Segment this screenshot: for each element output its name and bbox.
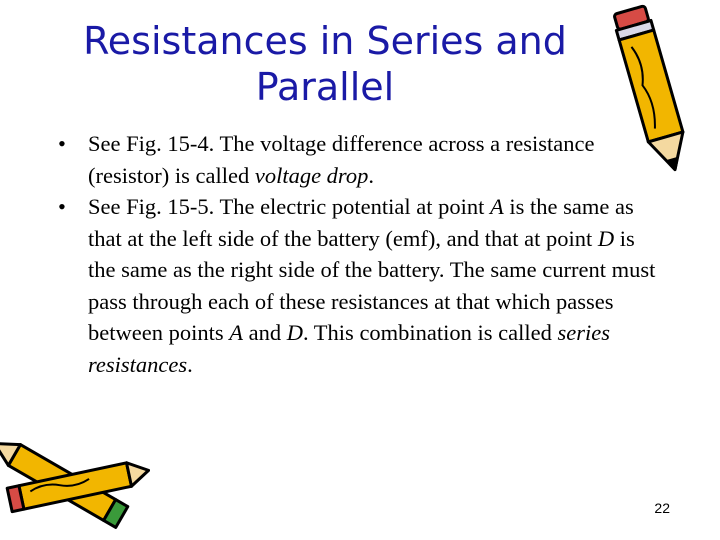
bullet-text-emphasis: series resistances [88, 320, 611, 377]
bullet-text-segment: . [187, 351, 193, 377]
bullet-text-emphasis: A [489, 194, 504, 219]
bullet-text-segment: See Fig. 15-4. The voltage difference across a resistance (resistor) is called [88, 131, 595, 188]
bullet-text-segment: and [242, 320, 287, 345]
bullet-marker: • [58, 194, 66, 219]
bullet-marker: • [58, 131, 66, 156]
bullet-text-emphasis: voltage drop [254, 162, 369, 188]
pencil-body [619, 30, 683, 142]
pencils-icon [0, 430, 150, 540]
pencil-tip [127, 459, 150, 487]
bullet-text [88, 131, 594, 188]
bullet-text-emphasis: D [286, 320, 303, 345]
bullet-text-segment: is the same as the right side of the battery. The same current must pass through each of these resistances at that which passes between points [88, 225, 656, 345]
pencil-icon [600, 2, 710, 177]
bullet-text-segment: is the same as that at the left side of the battery (emf), and that at point [88, 194, 634, 251]
bullet-list [58, 128, 658, 380]
bullet-item [58, 191, 658, 380]
bullet-text-segment: See Fig. 15-5. The electric potential at point [88, 194, 490, 219]
bullet-item [58, 128, 658, 191]
bullet-text-emphasis: A [229, 320, 243, 345]
bullet-text-segment: . [368, 162, 374, 188]
bullet-text [88, 194, 655, 377]
bullet-text-segment: . This combination is called [302, 320, 558, 345]
bullet-text-emphasis: D [597, 225, 615, 251]
slide-title: Resistances in Series and Parallel [83, 19, 567, 109]
page-number: 22 [654, 500, 670, 516]
